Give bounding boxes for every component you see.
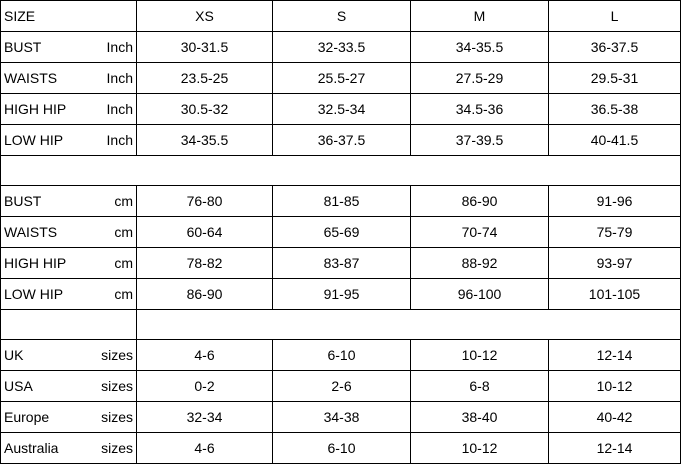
value-cell: 32-34 (137, 402, 273, 433)
table-row-inch-bust (1, 32, 681, 63)
value-cell: 29.5-31 (549, 63, 681, 94)
measurement-unit: sizes (101, 347, 133, 363)
value-cell: 40-42 (549, 402, 681, 433)
value-cell: 30.5-32 (137, 94, 273, 125)
value-cell: 91-96 (549, 186, 681, 217)
value-cell: 70-74 (411, 217, 549, 248)
measurement-name: HIGH HIP (4, 255, 67, 271)
value-cell: 34-35.5 (411, 32, 549, 63)
measurement-unit: cm (114, 255, 133, 271)
table-row-uk (1, 340, 681, 371)
value-cell: 81-85 (273, 186, 411, 217)
measurement-unit: Inch (106, 101, 133, 117)
measurement-unit: sizes (101, 409, 133, 425)
table-row-australia (1, 433, 681, 464)
value-cell: 34-38 (273, 402, 411, 433)
table-row-usa (1, 371, 681, 402)
measurement-name: WAISTS (4, 224, 58, 240)
table-row-europe (1, 402, 681, 433)
value-cell: 36-37.5 (549, 32, 681, 63)
table-row-cm-low-hip (1, 279, 681, 310)
row-label-cell (1, 217, 137, 248)
table-row-inch-waists (1, 63, 681, 94)
measurement-unit: cm (114, 193, 133, 209)
value-cell: 30-31.5 (137, 32, 273, 63)
measurement-name: BUST (4, 39, 42, 55)
size-header-xs: XS (137, 1, 273, 32)
value-cell: 93-97 (549, 248, 681, 279)
value-cell: 2-6 (273, 371, 411, 402)
header-row (1, 1, 681, 32)
value-cell: 32.5-34 (273, 94, 411, 125)
table-row-cm-bust (1, 186, 681, 217)
value-cell: 32-33.5 (273, 32, 411, 63)
value-cell: 23.5-25 (137, 63, 273, 94)
row-label-cell (1, 186, 137, 217)
value-cell: 65-69 (273, 217, 411, 248)
spacer-cell (137, 310, 681, 340)
value-cell: 0-2 (137, 371, 273, 402)
size-header-label: SIZE (1, 1, 137, 32)
value-cell: 60-64 (137, 217, 273, 248)
value-cell: 36.5-38 (549, 94, 681, 125)
value-cell: 12-14 (549, 340, 681, 371)
value-cell: 78-82 (137, 248, 273, 279)
table-row-cm-waists (1, 217, 681, 248)
value-cell: 25.5-27 (273, 63, 411, 94)
table-row-inch-low-hip (1, 125, 681, 156)
row-label-cell (1, 94, 137, 125)
value-cell: 34-35.5 (137, 125, 273, 156)
measurement-name: LOW HIP (4, 132, 64, 148)
value-cell: 88-92 (411, 248, 549, 279)
value-cell: 27.5-29 (411, 63, 549, 94)
value-cell: 83-87 (273, 248, 411, 279)
value-cell: 10-12 (411, 340, 549, 371)
spacer-row (1, 156, 681, 186)
measurement-unit: sizes (101, 440, 133, 456)
row-label-cell (1, 279, 137, 310)
row-label-cell (1, 63, 137, 94)
row-label-cell (1, 340, 137, 371)
measurement-unit: Inch (106, 39, 133, 55)
value-cell: 36-37.5 (273, 125, 411, 156)
measurement-unit: Inch (106, 132, 133, 148)
measurement-name: LOW HIP (4, 286, 64, 302)
size-header-m: M (411, 1, 549, 32)
value-cell: 38-40 (411, 402, 549, 433)
spacer-cell (1, 310, 137, 340)
value-cell: 101-105 (549, 279, 681, 310)
row-label-cell (1, 371, 137, 402)
spacer-cell (1, 156, 681, 186)
value-cell: 6-10 (273, 340, 411, 371)
row-label-cell (1, 248, 137, 279)
row-label-cell (1, 402, 137, 433)
measurement-name: BUST (4, 193, 42, 209)
value-cell: 96-100 (411, 279, 549, 310)
measurement-name: HIGH HIP (4, 101, 67, 117)
value-cell: 6-8 (411, 371, 549, 402)
region-name: Europe (4, 409, 50, 425)
value-cell: 37-39.5 (411, 125, 549, 156)
value-cell: 4-6 (137, 340, 273, 371)
measurement-unit: cm (114, 286, 133, 302)
size-header-s: S (273, 1, 411, 32)
value-cell: 40-41.5 (549, 125, 681, 156)
value-cell: 76-80 (137, 186, 273, 217)
value-cell: 34.5-36 (411, 94, 549, 125)
measurement-unit: sizes (101, 378, 133, 394)
table-row-inch-high-hip (1, 94, 681, 125)
value-cell: 6-10 (273, 433, 411, 464)
size-header-l: L (549, 1, 681, 32)
region-name: USA (4, 378, 33, 394)
value-cell: 10-12 (411, 433, 549, 464)
row-label-cell (1, 125, 137, 156)
spacer-row (1, 310, 681, 340)
value-cell: 86-90 (411, 186, 549, 217)
measurement-unit: Inch (106, 70, 133, 86)
value-cell: 12-14 (549, 433, 681, 464)
table-row-cm-high-hip (1, 248, 681, 279)
row-label-cell (1, 433, 137, 464)
row-label-cell (1, 32, 137, 63)
value-cell: 10-12 (549, 371, 681, 402)
region-name: UK (4, 347, 24, 363)
value-cell: 91-95 (273, 279, 411, 310)
value-cell: 86-90 (137, 279, 273, 310)
value-cell: 4-6 (137, 433, 273, 464)
value-cell: 75-79 (549, 217, 681, 248)
measurement-unit: cm (114, 224, 133, 240)
measurement-name: WAISTS (4, 70, 58, 86)
region-name: Australia (4, 440, 59, 456)
